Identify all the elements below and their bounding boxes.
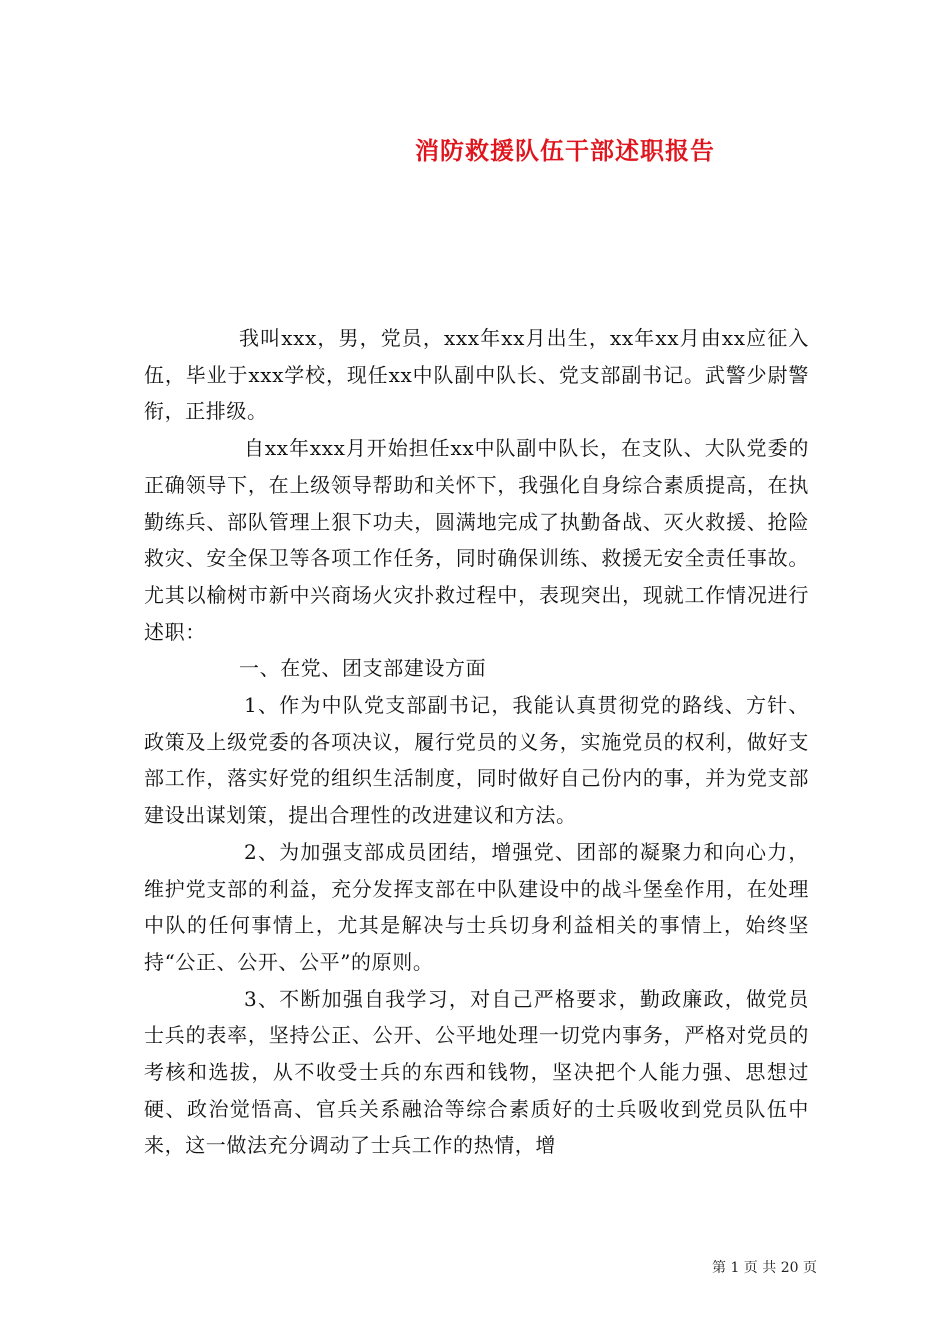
document-body <box>144 320 809 1164</box>
paragraph-intro: 我叫xxx，男，党员，xxx年xx月出生，xx年xx月由xx应征入伍，毕业于xxx学校，现任xx中队副中队长、党支部副书记。武警少尉警衔，正排级。 <box>144 326 809 424</box>
page-title: 消防救援队伍干部述职报告 <box>415 136 715 165</box>
section-heading: 一、在党、团支部建设方面 <box>239 656 487 681</box>
paragraph-summary: 自xx年xxx月开始担任xx中队副中队长，在支队、大队党委的正确领导下，在上级领导帮助和关怀下，我强化自身综合素质提高，在执勤练兵、部队管理上狠下功夫，圆满地完成了执勤备战、灭火救援、抢险救灾、安全保卫等各项工作任务，同时确保训练、救援无安全责任事故。尤其以榆树市新中兴商场火灾扑救过程中，表现突出，现就工作情况进行述职： <box>144 436 809 644</box>
page-number: 第 1 页 共 20 页 <box>712 1260 817 1276</box>
paragraph-item-2: 2、为加强支部成员团结，增强党、团部的凝聚力和向心力，维护党支部的利益，充分发挥支部在中队建设中的战斗堡垒作用，在处理中队的任何事情上，尤其是解决与士兵切身利益相关的事情上，始终坚持“公正、公开、公平”的原则。 <box>144 839 809 974</box>
paragraph-item-1: 1、作为中队党支部副书记，我能认真贯彻党的路线、方针、政策及上级党委的各项决议，履行党员的义务，实施党员的权利，做好支部工作，落实好党的组织生活制度，同时做好自己份内的事，并为党支部建设出谋划策，提出合理性的改进建议和方法。 <box>144 693 809 828</box>
paragraph-item-3: 3、不断加强自我学习，对自己严格要求，勤政廉政，做党员士兵的表率，坚持公正、公开、公平地处理一切党内事务，严格对党员的考核和选拔，从不收受士兵的东西和钱物，坚决把个人能力强、思想过硬、政治觉悟高、官兵关系融洽等综合素质好的士兵吸收到党员队伍中来，这一做法充分调动了士兵工作的热情，增 <box>144 986 809 1158</box>
